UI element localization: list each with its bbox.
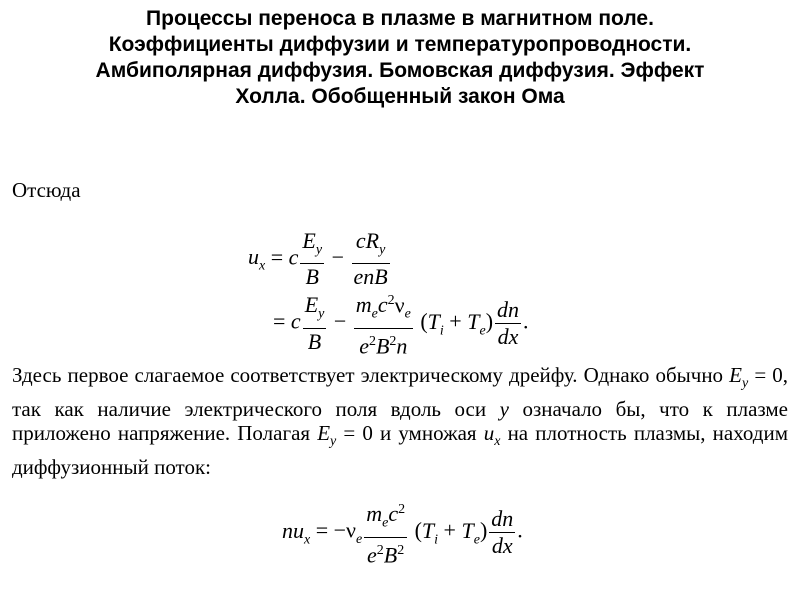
title-line-2: Коэффициенты диффузии и температуропроводности. bbox=[108, 33, 692, 56]
equation-diffusion-flux: $nu_x = -\nu_e$ $\frac{m_ec^2}{e^2B^2}$ $(T_i + T_e)$ $\frac{dn}{dx}$ . bbox=[282, 501, 523, 568]
lead-text: Отсюда bbox=[12, 178, 81, 202]
title-line-3: Амбиполярная диффузия. Бомовская диффузия. Эффект bbox=[95, 59, 705, 82]
title-line-1: Процессы переноса в плазме в магнитном поле. bbox=[146, 7, 654, 30]
slide-title bbox=[0, 6, 800, 110]
equation-ux-line-2: = c $\frac{E_y}{B}$ − $\frac{m_ec^2\nu_e}{e^2B^2n}$ $(T_i + T_e)$ $\frac{dn}{dx}$ . bbox=[273, 292, 529, 359]
explanation-paragraph: Здесь первое слагаемое соответствует электрическому дрейфу. Однако обычно $E_y = 0$, так как наличие электрического поля вдоль оси y означало бы, что к плазме приложено напряжение. Полагая $E_y = 0$ и умножая $u_x$ на плотность плазмы, находим диффузионный поток: bbox=[12, 363, 789, 479]
title-line-4: Холла. Обобщенный закон Ома bbox=[235, 85, 565, 108]
equation-ux-line-1: $u_x = c$ $\frac{E_y}{B}$ − $\frac{cR_y}{\text{enB}}$ bbox=[248, 228, 388, 290]
